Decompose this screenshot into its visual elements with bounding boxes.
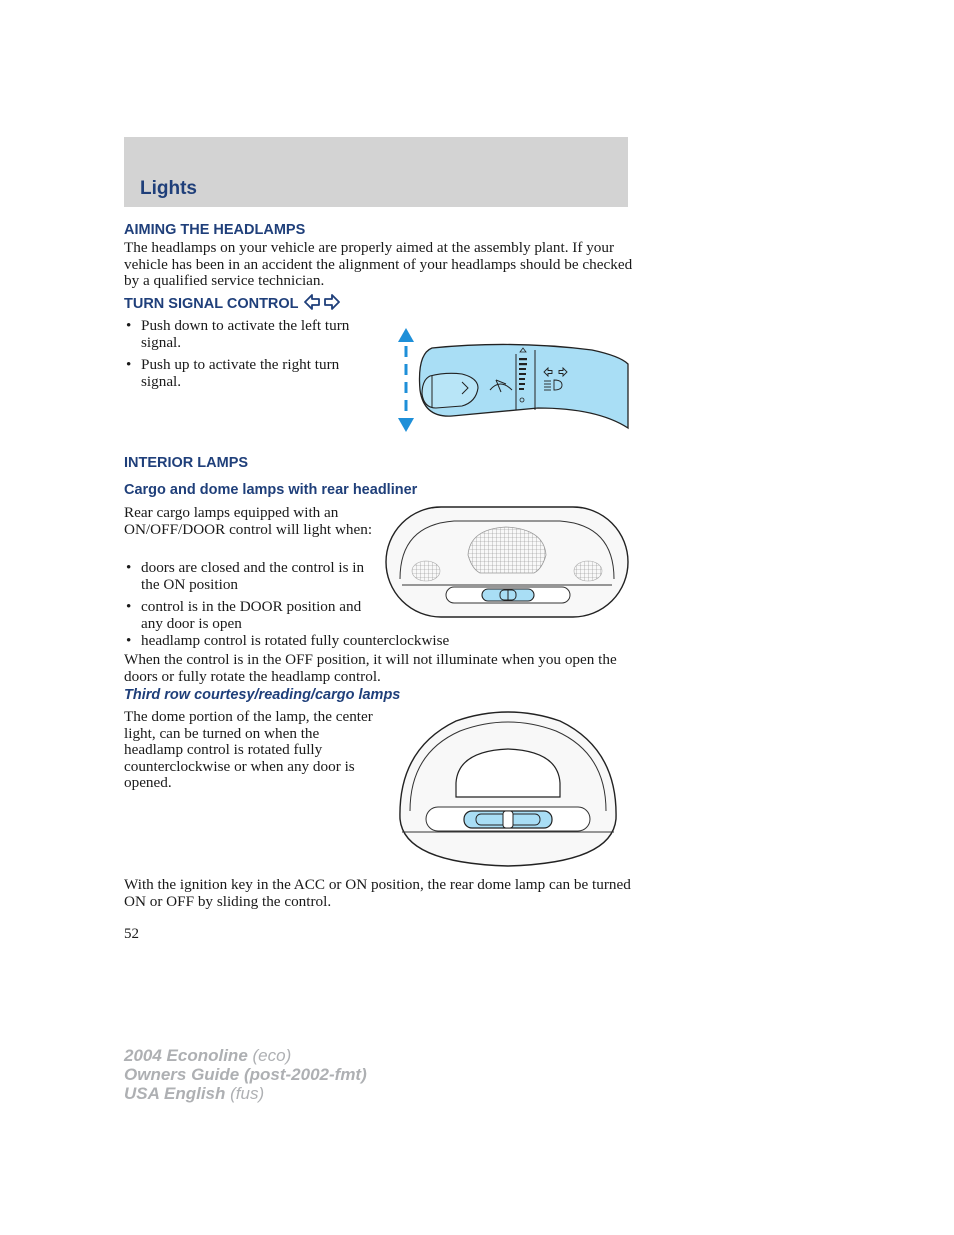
footer-model: 2004 Econoline — [124, 1046, 248, 1065]
footer-line-1 — [124, 1046, 367, 1065]
turn-signal-stalk-illustration — [392, 324, 630, 434]
list-item: • doors are closed and the control is in the ON position — [124, 560, 371, 593]
turn-arrows-icon — [304, 294, 340, 310]
list-item: • control is in the DOOR position and any door is open — [124, 599, 371, 632]
footer-line-2: Owners Guide (post-2002-fmt) — [124, 1065, 367, 1084]
arrow-down-icon — [398, 418, 414, 432]
footer-language-code: (fus) — [225, 1084, 265, 1103]
cargo-dome-lamp-illustration — [384, 505, 630, 619]
turn-signal-heading-text: TURN SIGNAL CONTROL — [124, 296, 299, 312]
arrow-up-icon — [398, 328, 414, 342]
aiming-body: The headlamps on your vehicle are properly aimed at the assembly plant. If your vehicle has been in an accident the alignment of your headlamps should be checked by a qualified service technician. — [124, 239, 633, 290]
footer-language: USA English — [124, 1084, 226, 1103]
footer-line-3 — [124, 1084, 367, 1103]
section-header — [124, 137, 628, 207]
document-footer — [124, 1046, 367, 1103]
interior-lamps-heading: INTERIOR LAMPS — [124, 455, 249, 471]
aiming-heading: AIMING THE HEADLAMPS — [124, 222, 306, 238]
list-item: • headlamp control is rotated fully counterclockwise — [124, 633, 561, 650]
footer-model-code: (eco) — [247, 1046, 292, 1065]
cargo-lamps-subheading: Cargo and dome lamps with rear headliner — [124, 482, 418, 498]
third-row-body: The dome portion of the lamp, the center light, can be turned on when the headlamp control is rotated fully counterclockwise or when any door is opened. — [124, 708, 373, 792]
cargo-intro: Rear cargo lamps equipped with an ON/OFF/DOOR control will light when: — [124, 504, 373, 538]
third-row-dome-lamp-illustration — [396, 709, 620, 869]
third-row-note: With the ignition key in the ACC or ON position, the rear dome lamp can be turned ON or OFF by sliding the control. — [124, 876, 631, 910]
turn-signal-heading — [124, 294, 340, 312]
list-item: • Push down to activate the left turn signal. — [124, 318, 381, 351]
section-title: Lights — [140, 178, 197, 199]
cargo-note: When the control is in the OFF position, it will not illuminate when you open the doors or fully rotate the headlamp control. — [124, 651, 617, 685]
list-item: • Push up to activate the right turn signal. — [124, 357, 381, 390]
third-row-subheading: Third row courtesy/reading/cargo lamps — [124, 687, 401, 703]
page-number: 52 — [124, 926, 139, 942]
